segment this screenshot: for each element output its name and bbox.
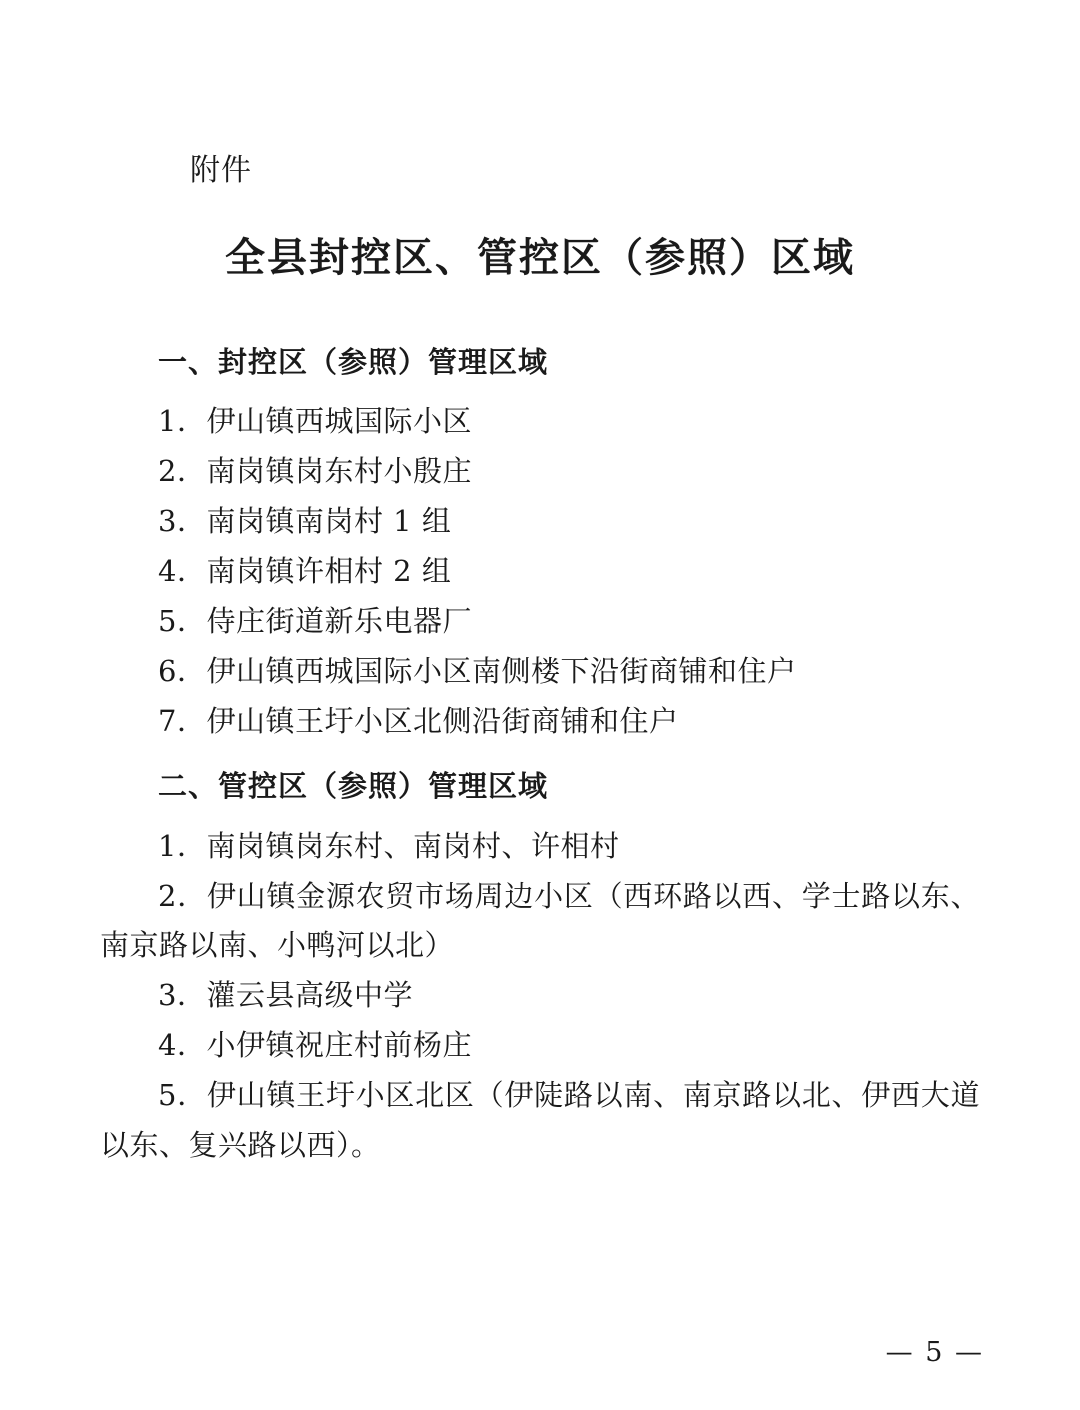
list-item: 3．灌云县高级中学 — [158, 978, 413, 1013]
list-item: 4．小伊镇祝庄村前杨庄 — [158, 1028, 472, 1063]
section-guankong — [100, 762, 980, 1170]
section-heading: 二、管控区（参照）管理区域 — [158, 769, 549, 804]
attachment-label: 附件 — [190, 153, 252, 188]
list-item: 2．南岗镇岗东村小殷庄 — [158, 454, 472, 489]
list-item: 2．伊山镇金源农贸市场周边小区（西环路以西、学士路以东、南京路以南、小鸭河以北） — [100, 878, 980, 963]
list-item: 5．侍庄街道新乐电器厂 — [158, 603, 472, 638]
list-item: 6．伊山镇西城国际小区南侧楼下沿街商铺和住户 — [158, 653, 797, 688]
list-item: 3．南岗镇南岗村 1 组 — [158, 504, 452, 539]
list-item: 7．伊山镇王圩小区北侧沿街商铺和住户 — [158, 703, 679, 738]
section-fengkong — [100, 338, 980, 746]
section-heading: 一、封控区（参照）管理区域 — [158, 345, 549, 379]
list-item: 1．南岗镇岗东村、南岗村、许相村 — [158, 828, 620, 863]
list-item: 5．伊山镇王圩小区北区（伊陡路以南、南京路以北、伊西大道以东、复兴路以西）。 — [100, 1078, 980, 1162]
list-item: 1．伊山镇西城国际小区 — [158, 404, 472, 439]
page-number: — 5 — — [885, 1337, 984, 1368]
list-item: 4．南岗镇许相村 2 组 — [158, 553, 452, 588]
page-title: 全县封控区、管控区（参照）区域 — [225, 234, 855, 281]
